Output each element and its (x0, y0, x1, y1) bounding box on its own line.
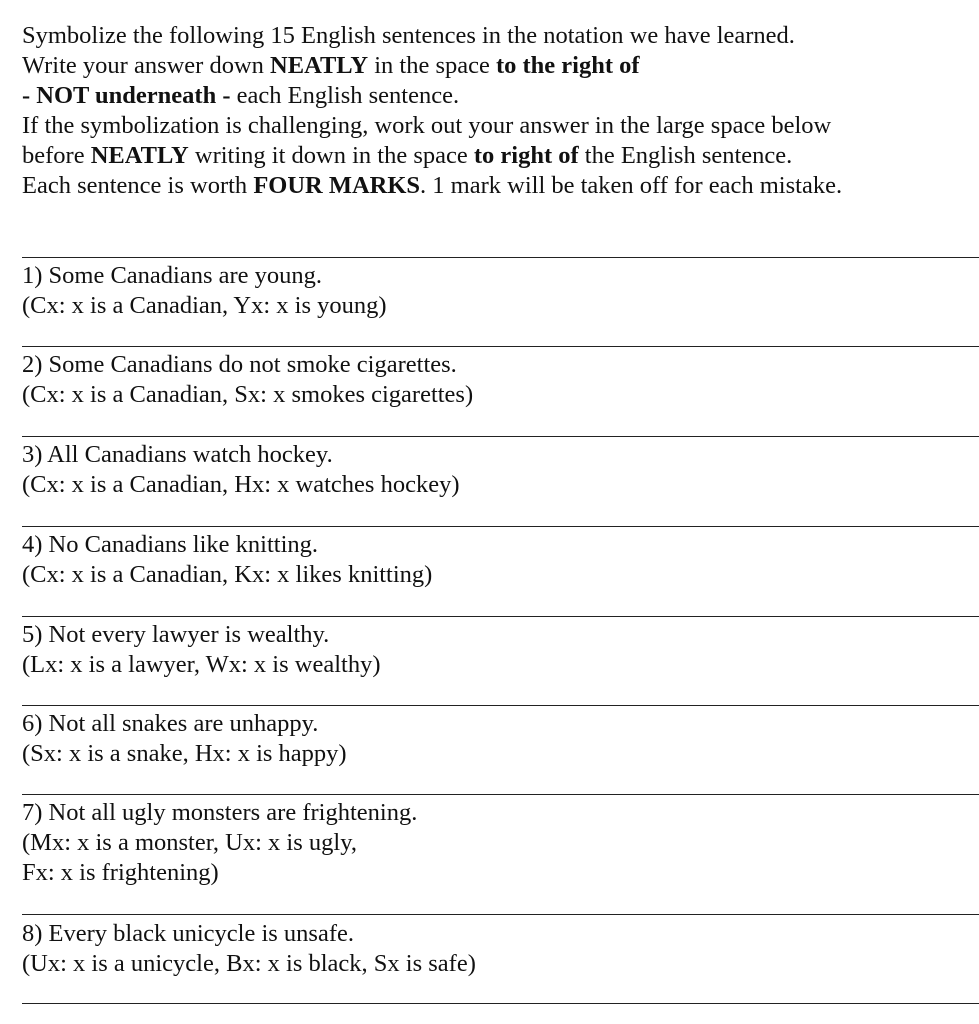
question-key: (Mx: x is a monster, Ux: x is ugly, (22, 829, 357, 856)
question-item (22, 440, 972, 500)
instructions-line-4 (22, 111, 972, 141)
question-key: (Cx: x is a Canadian, Sx: x smokes cigarettes) (22, 381, 474, 408)
instructions-line-3 (22, 81, 972, 111)
instructions-text: Symbolize the following 15 English sentences in the notation we have learned. (22, 22, 795, 49)
instructions-text: Each sentence is worth (22, 172, 254, 199)
answer-divider (22, 1003, 979, 1004)
question-sentence: 5) Not every lawyer is wealthy. (22, 621, 330, 648)
answer-divider (22, 705, 979, 706)
answer-divider (22, 526, 979, 527)
instructions-line-6 (22, 171, 972, 201)
instructions-emphasis: NEATLY (90, 142, 189, 169)
instructions-line-2 (22, 51, 972, 81)
instructions-block (22, 21, 972, 201)
instructions-text: the English sentence. (578, 142, 793, 169)
question-item (22, 530, 972, 590)
answer-divider (22, 794, 979, 795)
question-sentence: 8) Every black unicycle is unsafe. (22, 920, 354, 947)
instructions-text: before (22, 142, 91, 169)
question-key: (Lx: x is a lawyer, Wx: x is wealthy) (22, 651, 381, 678)
instructions-emphasis: - NOT underneath - (22, 82, 231, 109)
instructions-emphasis: to right of (473, 142, 579, 169)
answer-divider (22, 436, 979, 437)
answer-divider (22, 257, 979, 258)
question-item (22, 261, 972, 321)
instructions-emphasis: to the right of (495, 52, 640, 79)
question-sentence: 6) Not all snakes are unhappy. (22, 710, 319, 737)
question-item (22, 350, 972, 410)
instructions-text: in the space (368, 52, 496, 79)
question-key: (Cx: x is a Canadian, Hx: x watches hockey) (22, 471, 460, 498)
answer-divider (22, 616, 979, 617)
question-key: (Cx: x is a Canadian, Yx: x is young) (22, 292, 387, 319)
instructions-text: If the symbolization is challenging, work out your answer in the large space below (22, 112, 832, 139)
question-sentence: 3) All Canadians watch hockey. (22, 441, 333, 468)
answer-divider (22, 914, 979, 915)
question-item (22, 620, 972, 680)
question-sentence: 7) Not all ugly monsters are frightening. (22, 799, 418, 826)
instructions-emphasis: FOUR MARKS (253, 172, 421, 199)
question-item (22, 798, 972, 888)
question-item (22, 919, 972, 979)
question-sentence: 2) Some Canadians do not smoke cigarettes. (22, 351, 457, 378)
question-key: (Ux: x is a unicycle, Bx: x is black, Sx is safe) (22, 950, 476, 977)
instructions-text: writing it down in the space (188, 142, 474, 169)
instructions-text: Write your answer down (22, 52, 271, 79)
answer-divider (22, 346, 979, 347)
instructions-line-1 (22, 21, 972, 51)
question-key: (Sx: x is a snake, Hx: x is happy) (22, 740, 347, 767)
question-sentence: 4) No Canadians like knitting. (22, 531, 318, 558)
question-sentence: 1) Some Canadians are young. (22, 262, 323, 289)
question-item (22, 709, 972, 769)
instructions-text: . 1 mark will be taken off for each mistake. (420, 172, 843, 199)
instructions-text: each English sentence. (230, 82, 460, 109)
question-key: (Cx: x is a Canadian, Kx: x likes knitting) (22, 561, 433, 588)
instructions-emphasis: NEATLY (270, 52, 369, 79)
instructions-line-5 (22, 141, 972, 171)
question-key: Fx: x is frightening) (22, 859, 219, 886)
